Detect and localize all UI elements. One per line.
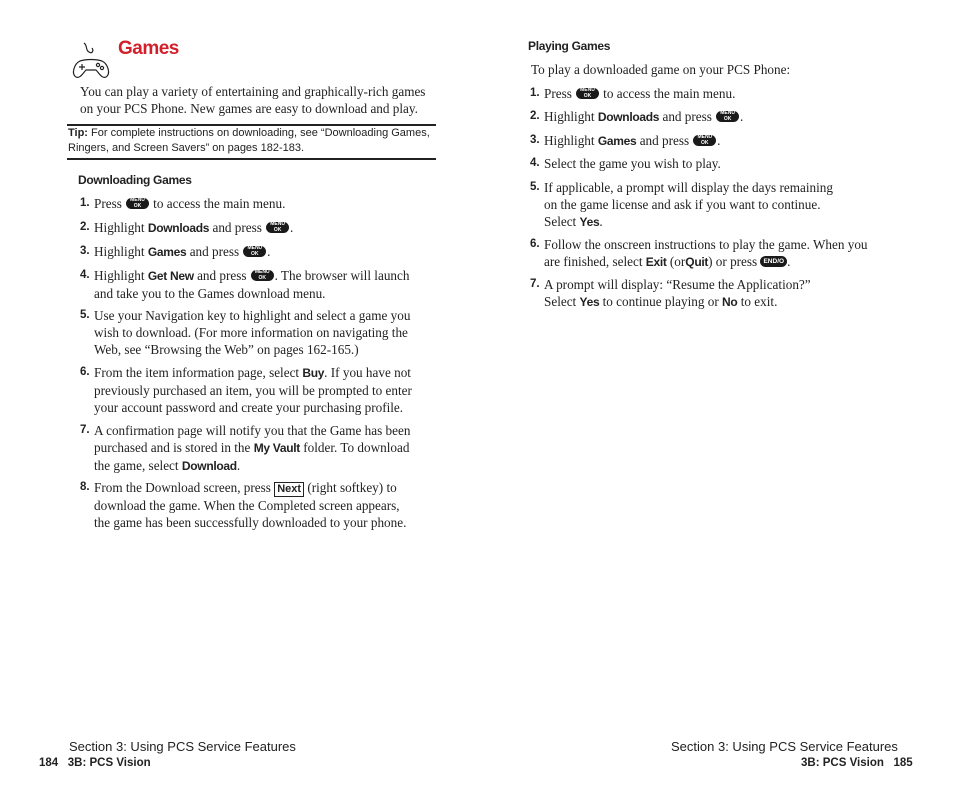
menu-ok-key-icon: MENU OK <box>243 246 266 257</box>
step-number: 2. <box>530 110 540 122</box>
step-text: . <box>717 133 721 148</box>
step-text: purchased and is stored in the <box>94 440 251 455</box>
menu-ok-key-icon: MENU OK <box>716 111 739 122</box>
tip-bottom-rule <box>67 158 436 160</box>
intro-text: You can play a variety of entertaining and graphically-rich games on your PCS Phone. New games are easy to download and play. <box>80 84 426 116</box>
step-number: 6. <box>530 238 540 250</box>
step-number: 3. <box>80 245 90 257</box>
step-text: If applicable, a prompt will display the days remaining <box>544 180 833 195</box>
tip-label: Tip: <box>68 127 88 139</box>
step-text: and press <box>639 133 690 148</box>
menu-term: Buy <box>302 366 325 380</box>
footer-section-left: Section 3: Using PCS Service Features <box>69 739 296 754</box>
section-subhead: Playing Games <box>528 39 611 53</box>
step-text: and press <box>197 268 247 283</box>
step-text: and press <box>662 109 712 124</box>
step-text: Select the game you wish to play. <box>544 156 721 171</box>
step-text: download the game. When the Completed screen appears, <box>94 498 400 513</box>
step-text: previously purchased an item, you will be prompted to enter <box>94 383 412 398</box>
menu-ok-key-icon: MENU OK <box>576 88 599 99</box>
menu-ok-key-icon: MENU OK <box>693 135 716 146</box>
step-text: . <box>289 220 294 235</box>
step-text: . <box>739 109 744 124</box>
menu-ok-key-icon: MENU OK <box>126 198 149 209</box>
step-text: the game has been successfully downloaded to your phone. <box>94 515 407 530</box>
end-key-icon: END/O <box>760 256 787 267</box>
menu-term: Games <box>597 134 637 148</box>
menu-term: Downloads <box>597 110 660 124</box>
step-text: and press <box>189 244 240 259</box>
step-text: Highlight <box>94 244 145 259</box>
step-text: Use your Navigation key to highlight and select a game you <box>94 308 411 323</box>
step-number: 7. <box>80 424 90 436</box>
step-number: 3. <box>530 134 540 146</box>
step-text: Highlight <box>544 133 595 148</box>
step-text: Highlight <box>544 109 595 124</box>
menu-term: No <box>722 295 738 309</box>
step-text: Highlight <box>94 220 145 235</box>
menu-ok-key-icon: MENU OK <box>266 222 289 233</box>
page-folio-right: 3B: PCS Vision 185 <box>801 757 913 769</box>
step-number: 7. <box>530 278 540 290</box>
step-text: folder. To download <box>303 440 410 455</box>
step-number: 6. <box>80 366 90 378</box>
step-text: the game, select <box>94 458 179 473</box>
step-text: and press <box>212 220 262 235</box>
page-title: Games <box>118 38 179 59</box>
step-text: . <box>599 214 603 229</box>
menu-term: Get New <box>147 269 194 283</box>
tip-box <box>68 126 434 155</box>
step-text: on the game license and ask if you want to continue. <box>544 197 821 212</box>
next-softkey-label: Next <box>274 482 304 497</box>
step-text: (or <box>669 254 686 269</box>
step-text: to access the main menu. <box>153 196 286 211</box>
menu-term: Games <box>147 245 187 259</box>
step-text: are finished, select <box>544 254 643 269</box>
menu-ok-key-icon: MENU OK <box>251 270 274 281</box>
step-text: Follow the onscreen instructions to play the game. When you <box>544 237 868 252</box>
tip-text: For complete instructions on downloading, see “Downloading Games, Ringers, and Screen Savers” on pages 182-183. <box>68 127 430 154</box>
step-text: Press <box>544 86 572 101</box>
menu-term: Download <box>181 459 237 473</box>
step-text: to exit. <box>740 294 778 309</box>
gamepad-icon <box>70 40 112 80</box>
step-text: to access the main menu. <box>603 86 736 101</box>
menu-term: Quit <box>685 255 709 269</box>
step-text: . The browser will launch <box>274 268 410 283</box>
step-text: . <box>236 458 241 473</box>
step-text: Select <box>544 214 577 229</box>
step-text: Web, see “Browsing the Web” on pages 162-165.) <box>94 342 359 357</box>
step-number: 5. <box>80 309 90 321</box>
step-text: Select <box>544 294 577 309</box>
footer-section-right: Section 3: Using PCS Service Features <box>671 739 898 754</box>
menu-term: Downloads <box>147 221 210 235</box>
step-text: A prompt will display: “Resume the Application?” <box>544 277 811 292</box>
menu-term: Exit <box>645 255 667 269</box>
page-folio-left: 184 3B: PCS Vision <box>39 757 151 769</box>
step-number: 1. <box>80 197 90 209</box>
step-text: A confirmation page will notify you that the Game has been <box>94 423 411 438</box>
menu-term: My Vault <box>253 441 300 455</box>
step-text: (right softkey) to <box>307 480 397 495</box>
step-number: 2. <box>80 221 90 233</box>
step-text: . <box>787 254 791 269</box>
menu-term: Yes <box>579 295 600 309</box>
step-text: your account password and create your purchasing profile. <box>94 400 404 415</box>
step-text: . <box>267 244 271 259</box>
step-text: wish to download. (For more information on navigating the <box>94 325 408 340</box>
step-text: From the Download screen, press <box>94 480 271 495</box>
step-text: From the item information page, select <box>94 365 300 380</box>
step-number: 8. <box>80 481 90 493</box>
step-text: to continue playing or <box>602 294 719 309</box>
step-number: 4. <box>80 269 90 281</box>
step-number: 5. <box>530 181 540 193</box>
step-text: and take you to the Games download menu. <box>94 286 326 301</box>
step-number: 4. <box>530 157 540 169</box>
step-text: ) or press <box>708 254 758 269</box>
menu-term: Yes <box>579 215 600 229</box>
intro-paragraph <box>80 83 440 117</box>
step-number: 1. <box>530 87 540 99</box>
intro-text: To play a downloaded game on your PCS Phone: <box>531 62 791 77</box>
step-text: Press <box>94 196 122 211</box>
step-text: Highlight <box>94 268 145 283</box>
step-text: . If you have not <box>324 365 411 380</box>
section-subhead: Downloading Games <box>78 173 192 187</box>
